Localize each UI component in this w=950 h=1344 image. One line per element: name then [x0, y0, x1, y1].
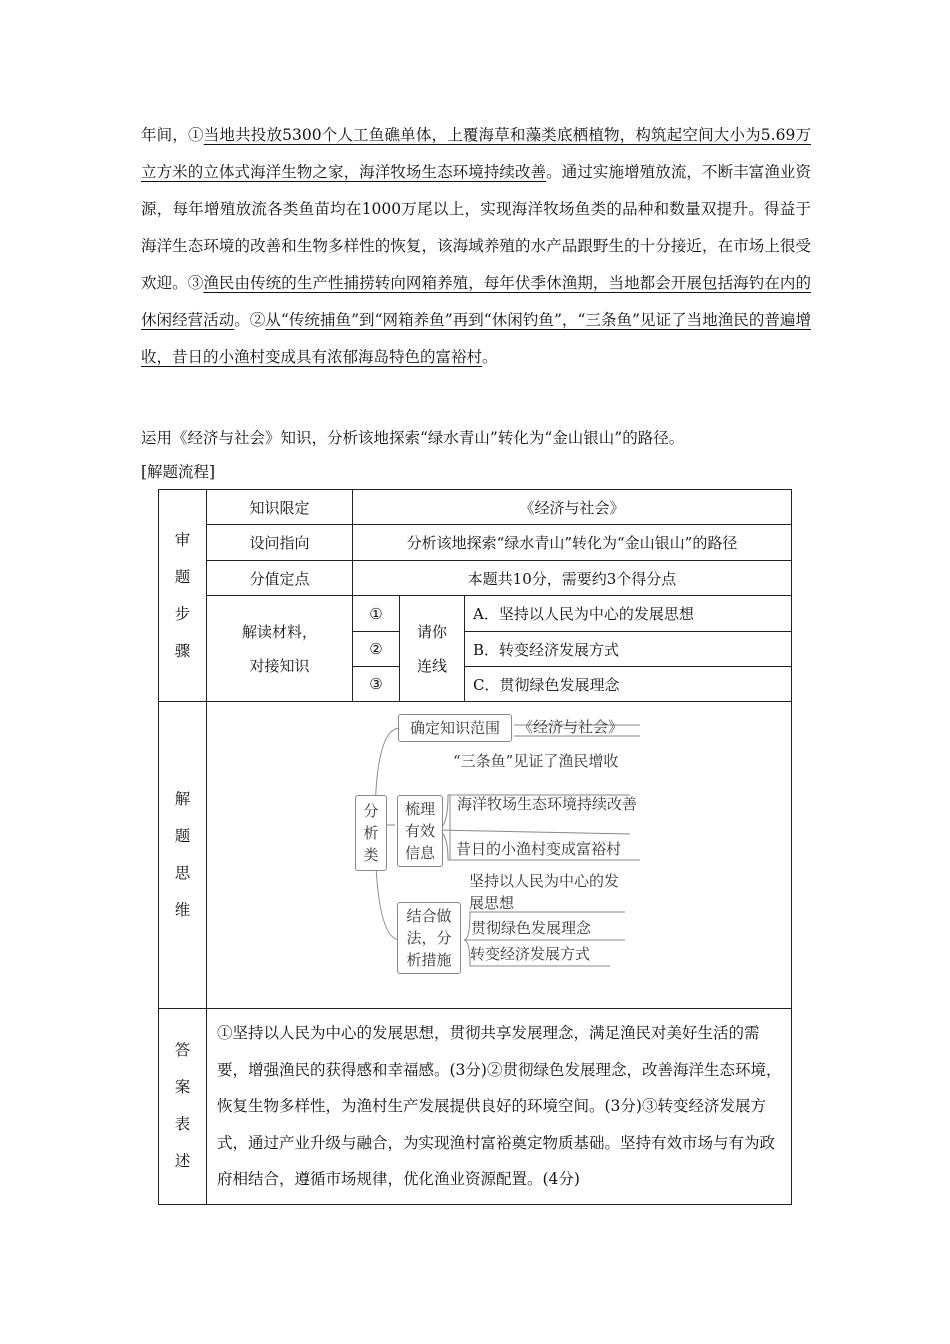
material-paragraph — [141, 117, 811, 376]
text: 。② — [234, 311, 266, 329]
r2-value: 分析该地探索“绿水青山”转化为“金山银山”的路径 — [353, 525, 792, 561]
text: 。通过实施增殖放流，不断丰富渔业资源，每年增殖放流各类鱼苗均在1000万尾以上，实现海洋牧场鱼类的品种和数量双提升。得益于海洋生态环境的改善和生物多样性的恢复，该海域养殖的水产品跟野生的十分接近，在市场上很受欢迎。③ — [141, 163, 811, 292]
mindmap-leaf-2-3: 昔日的小渔村变成富裕村 — [456, 840, 622, 858]
mindmap-leaf-3-1: 坚持以人民为中心的发展思想 — [469, 872, 620, 912]
section-answer: 答案表述 — [159, 1009, 207, 1205]
mindmap-root: 分析类 — [355, 795, 387, 871]
mindmap-leaf-1: 《经济与社会》 — [518, 718, 624, 736]
mindmap-leaf-2-1: “三条鱼”见证了渔民增收 — [453, 752, 619, 770]
mindmap-branch-2: 梳理有效信息 — [397, 795, 443, 867]
option-b: B．转变经济发展方式 — [465, 632, 792, 667]
question-text: 运用《经济与社会》知识，分析该地探索“绿水青山”转化为“金山银山”的路径。 — [141, 429, 685, 447]
underlined-text: 当地共投放5300个人工鱼礁单体，上覆海草和藻类底栖植物，构筑起空间大小为5.69万立方米的立体式海洋生物之家，海洋牧场生态环境持续改善 — [141, 126, 811, 181]
r1-label: 知识限定 — [207, 490, 353, 525]
mindmap-leaf-2-2: 海洋牧场生态环境持续改善 — [457, 795, 638, 813]
r1-value: 《经济与社会》 — [353, 490, 792, 525]
r4-label: 解读材料， 对接知识 — [207, 596, 353, 702]
num-2: ② — [353, 632, 400, 667]
option-a: A．坚持以人民为中心的发展思想 — [465, 596, 792, 632]
section-thinking: 解题思维 — [159, 702, 207, 1009]
mindmap-branch-1: 确定知识范围 — [398, 714, 512, 742]
option-c: C．贯彻绿色发展理念 — [465, 667, 792, 702]
mindmap-branch-3: 结合做法，分析措施 — [397, 902, 461, 974]
r3-label: 分值定点 — [207, 561, 353, 596]
text: 。 — [482, 348, 498, 366]
flow-heading: [解题流程] — [141, 463, 216, 481]
answer-text: ①坚持以人民为中心的发展思想，贯彻共享发展理念，满足渔民对美好生活的需要，增强渔民的获得感和幸福感。(3分)②贯彻绿色发展理念，改善海洋生态环境，恢复生物多样性，为渔村生产发展提供良好的环境空间。(3分)③转变经济发展方式，通过产业升级与融合，为实现渔村富裕奠定物质基础。坚持有效市场与有为政府相结合，遵循市场规律，优化渔业资源配置。(4分) — [207, 1009, 792, 1205]
mindmap-leaf-3-3: 转变经济发展方式 — [470, 945, 591, 963]
section-review-steps: 审题步骤 — [159, 490, 207, 702]
num-1: ① — [353, 596, 400, 632]
text: 年间，① — [141, 126, 204, 144]
r3-value: 本题共10分，需要约3个得分点 — [353, 561, 792, 596]
num-3: ③ — [353, 667, 400, 702]
mindmap-leaf-3-2: 贯彻绿色发展理念 — [471, 919, 592, 937]
connect-prompt: 请你连线 — [400, 596, 465, 702]
underlined-text: 渔民由传统的生产性捕捞转向网箱养殖，每年伏季休渔期，当地都会开展包括海钓在内的休闲经营活动 — [141, 274, 811, 329]
underlined-text: 从“传统捕鱼”到“网箱养鱼”再到“休闲钓鱼”，“三条鱼”见证了当地渔民的普遍增收，昔日的小渔村变成具有浓郁海岛特色的富裕村 — [141, 311, 811, 366]
r2-label: 设问指向 — [207, 525, 353, 561]
